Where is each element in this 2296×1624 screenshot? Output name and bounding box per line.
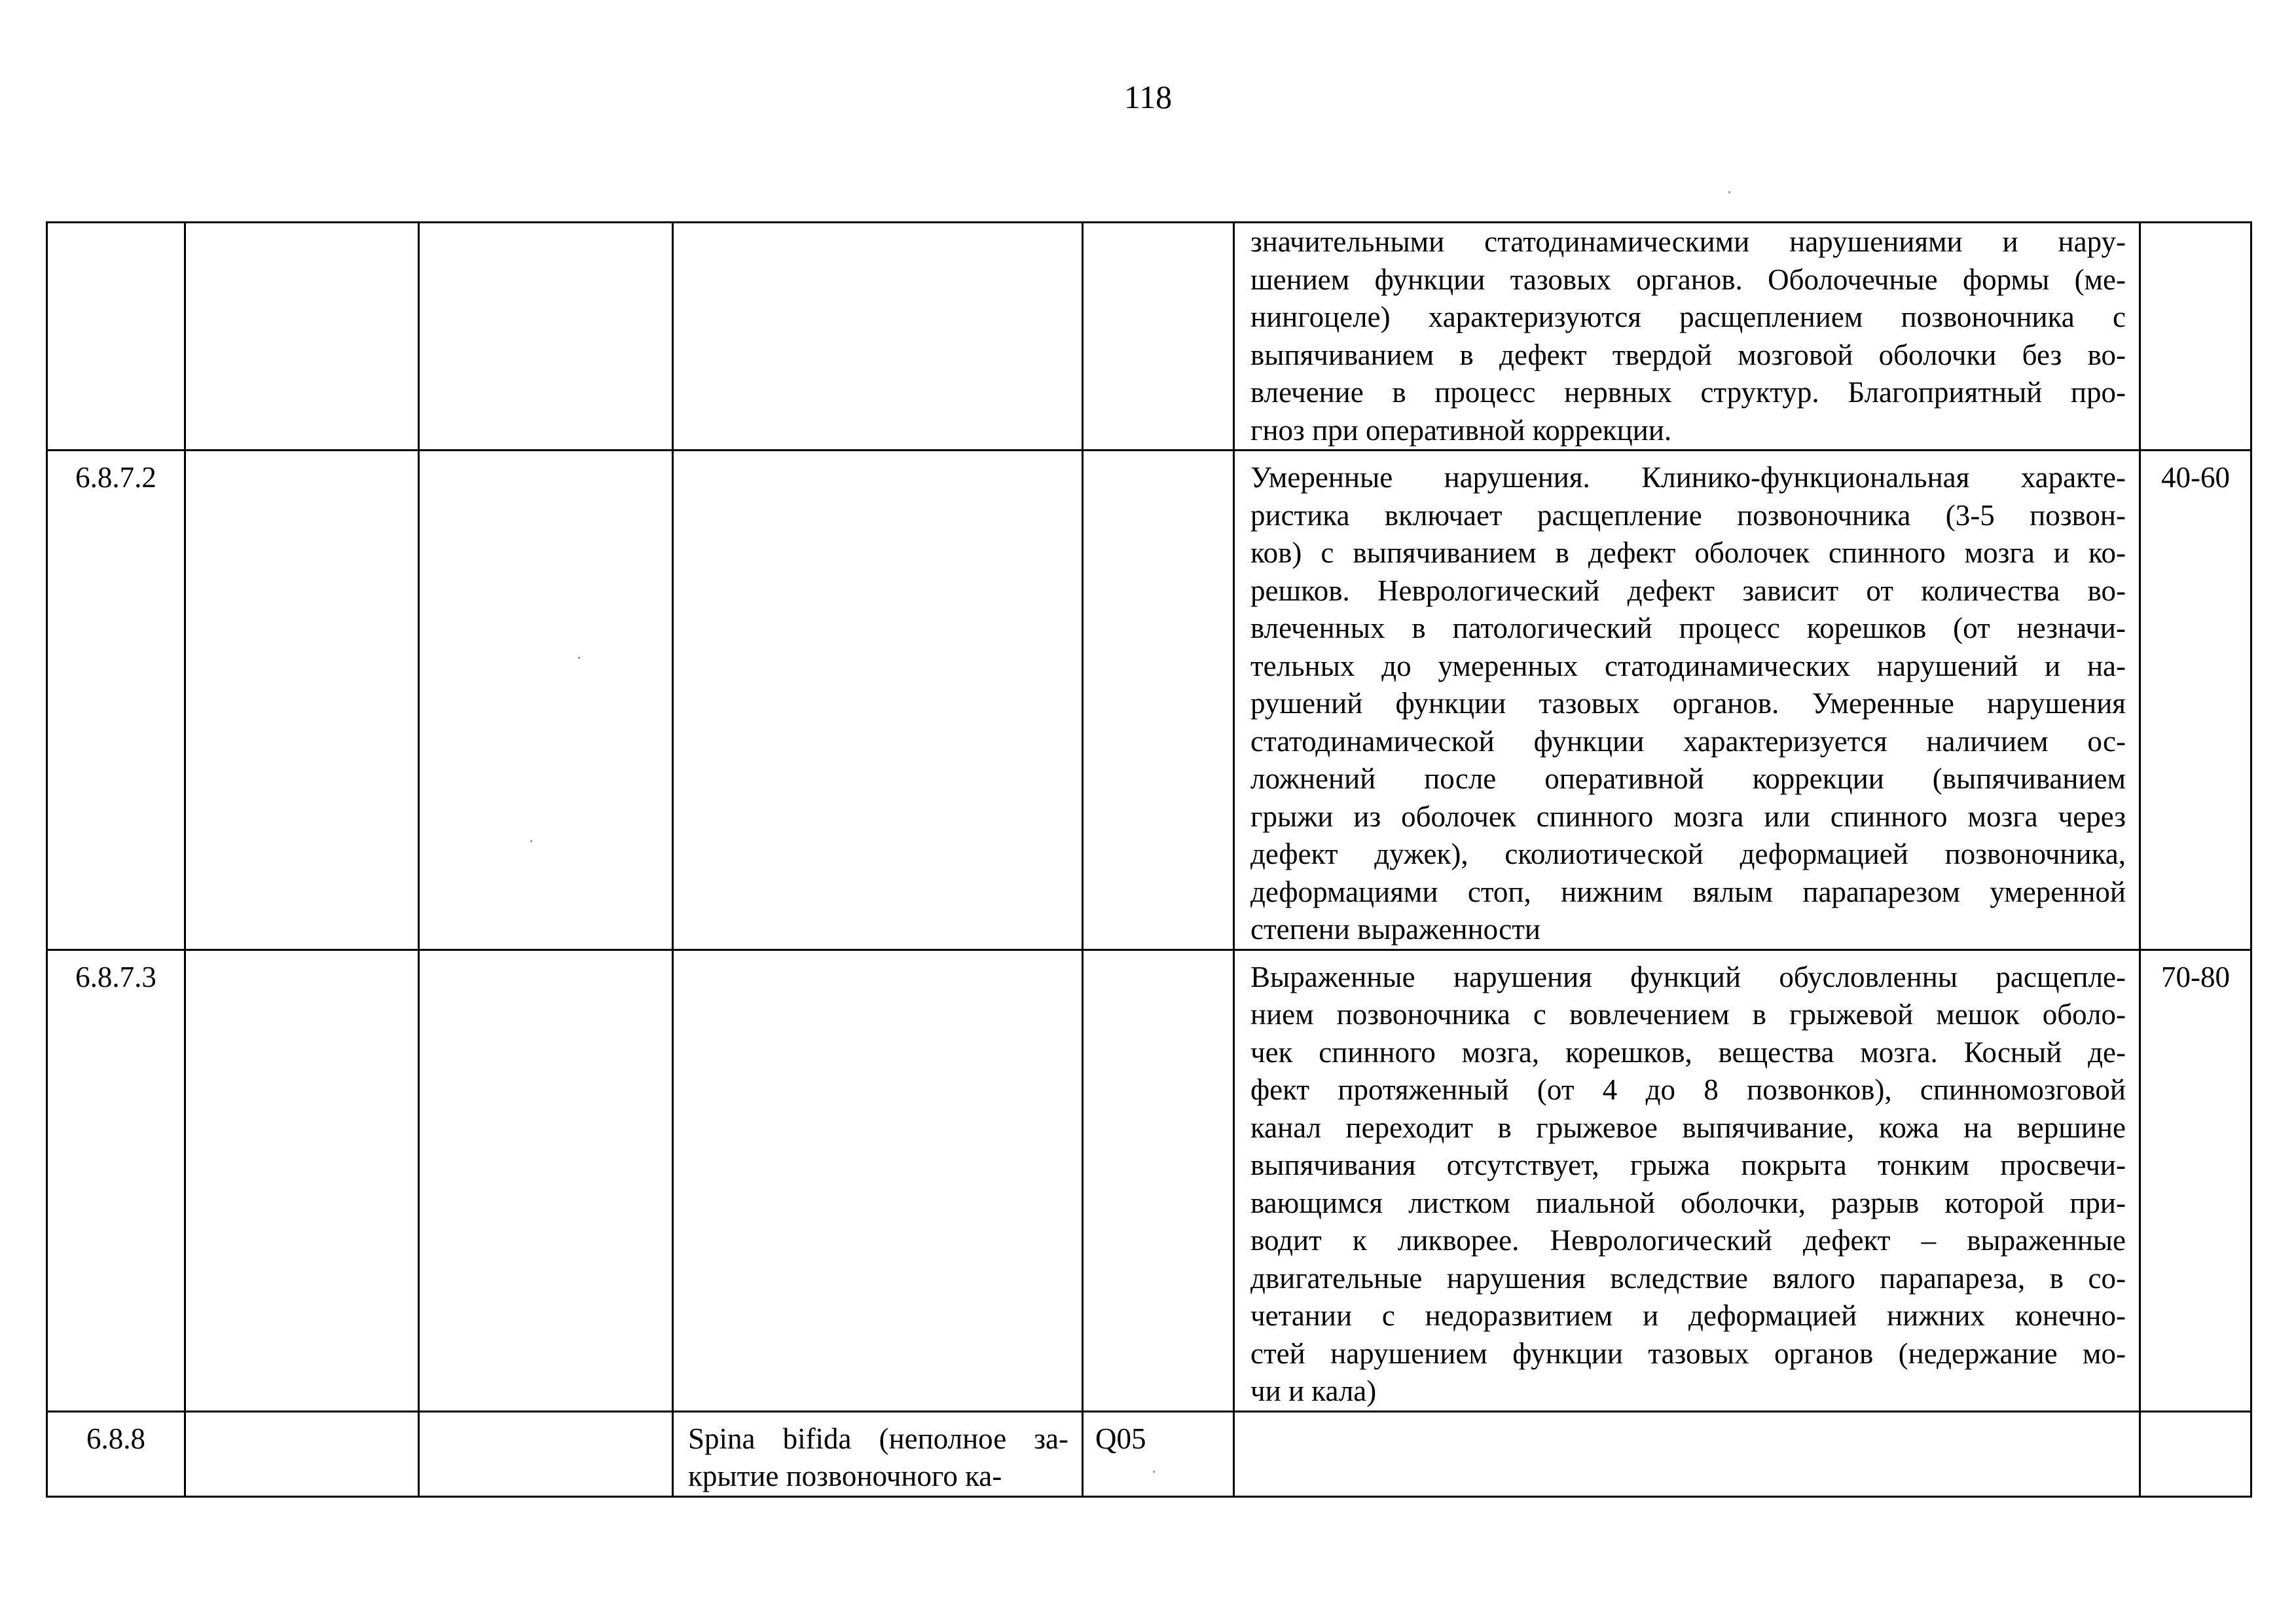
text-line: значительными статодинамическими нарушениями и нару- xyxy=(1250,225,2126,258)
name-cell xyxy=(673,1411,1083,1496)
text-line: деформациями стоп, нижним вялым парапарезом умеренной xyxy=(1250,875,2126,908)
percent-cell: 70-80 xyxy=(2140,950,2251,1411)
text-line: решков. Неврологический дефект зависит от количества во- xyxy=(1250,574,2126,607)
description-cell xyxy=(1234,950,2140,1411)
text-line: четании с недоразвитием и деформацией нижних конечно- xyxy=(1250,1299,2126,1332)
text-line: нием позвоночника с вовлечением в грыжевой мешок оболо- xyxy=(1250,998,2126,1031)
table-row xyxy=(47,223,2251,451)
text-line: дефект дужек), сколиотической деформацией позвоночника, xyxy=(1250,838,2126,870)
name-cell xyxy=(673,223,1083,451)
description-lines xyxy=(1250,459,2126,949)
name-lines xyxy=(688,1420,1068,1496)
percent-cell xyxy=(2140,1411,2251,1496)
percent-cell xyxy=(2140,223,2251,451)
text-line: ристика включает расщепление позвоночника (3-5 позвон- xyxy=(1250,498,2126,532)
empty-cell xyxy=(185,950,419,1411)
text-line: крытие позвоночного ка- xyxy=(688,1460,1002,1492)
description-cell xyxy=(1234,451,2140,950)
icd-cell xyxy=(1083,950,1234,1411)
text-line: Умеренные нарушения. Клинико-функциональная характе- xyxy=(1250,461,2126,494)
description-cell xyxy=(1234,223,2140,451)
icd-cell xyxy=(1083,223,1234,451)
icd-cell: Q05 xyxy=(1083,1411,1234,1496)
empty-cell xyxy=(419,1411,673,1496)
empty-cell xyxy=(185,1411,419,1496)
text-line: выпячивания отсутствует, грыжа покрыта тонким просвечи- xyxy=(1250,1149,2126,1181)
text-line: грыжи из оболочек спинного мозга или спинного мозга через xyxy=(1250,800,2126,833)
empty-cell xyxy=(419,223,673,451)
table-row xyxy=(47,1411,2251,1496)
text-line: влечение в процесс нервных структур. Благоприятный про- xyxy=(1250,376,2126,409)
table-row xyxy=(47,950,2251,1411)
text-line: выпячиванием в дефект твердой мозговой оболочки без во- xyxy=(1250,338,2126,371)
text-line: фект протяженный (от 4 до 8 позвонков), спинномозговой xyxy=(1250,1073,2126,1106)
text-line: канал переходит в грыжевое выпячивание, кожа на вершине xyxy=(1250,1111,2126,1144)
text-line: вающимся листком пиальной оболочки, разрыв которой при- xyxy=(1250,1186,2126,1219)
text-line: влеченных в патологический процесс корешков (от незначи- xyxy=(1250,612,2126,644)
text-line: водит к ликворее. Неврологический дефект – выраженные xyxy=(1250,1224,2126,1257)
text-line: гноз при оперативной коррекции. xyxy=(1250,413,1672,447)
text-line: чек спинного мозга, корешков, вещества мозга. Косный де- xyxy=(1250,1035,2126,1069)
empty-cell xyxy=(185,451,419,950)
empty-cell xyxy=(419,451,673,950)
name-cell xyxy=(673,950,1083,1411)
code-cell xyxy=(47,223,185,451)
text-line: степени выраженности xyxy=(1250,913,1541,946)
text-line: стей нарушением функции тазовых органов (недержание мо- xyxy=(1250,1337,2126,1370)
name-cell xyxy=(673,451,1083,950)
description-lines xyxy=(1250,223,2126,449)
text-line: тельных до умеренных статодинамических нарушений и на- xyxy=(1250,649,2126,682)
text-line: статодинамической функции характеризуется наличием ос- xyxy=(1250,724,2126,758)
table-row xyxy=(47,451,2251,950)
empty-cell xyxy=(419,950,673,1411)
description-lines xyxy=(1250,959,2126,1411)
text-line: рушений функции тазовых органов. Умеренные нарушения xyxy=(1250,687,2126,720)
icd-cell xyxy=(1083,451,1234,950)
code-cell: 6.8.7.3 xyxy=(47,950,185,1411)
code-cell: 6.8.8 xyxy=(47,1411,185,1496)
text-line: Выраженные нарушения функций обусловленны расщепле- xyxy=(1250,960,2126,993)
text-line: двигательные нарушения вследствие вялого парапареза, в со- xyxy=(1250,1261,2126,1295)
percent-cell: 40-60 xyxy=(2140,451,2251,950)
text-line: шением функции тазовых органов. Оболочечные формы (ме- xyxy=(1250,263,2126,296)
text-line: ложнений после оперативной коррекции (выпячиванием xyxy=(1250,762,2126,795)
text-line: ков) с выпячиванием в дефект оболочек спинного мозга и ко- xyxy=(1250,536,2126,569)
page-number: 118 xyxy=(1123,79,1173,115)
text-line: чи и кала) xyxy=(1250,1375,1377,1407)
scan-speck xyxy=(1728,191,1730,193)
code-cell: 6.8.7.2 xyxy=(47,451,185,950)
description-cell xyxy=(1234,1411,2140,1496)
empty-cell xyxy=(185,223,419,451)
text-line: Spina bifida (неполное за- xyxy=(688,1422,1068,1455)
text-line: нингоцеле) характеризуются расщеплением позвоночника с xyxy=(1250,301,2126,333)
classification-table xyxy=(46,221,2252,1498)
